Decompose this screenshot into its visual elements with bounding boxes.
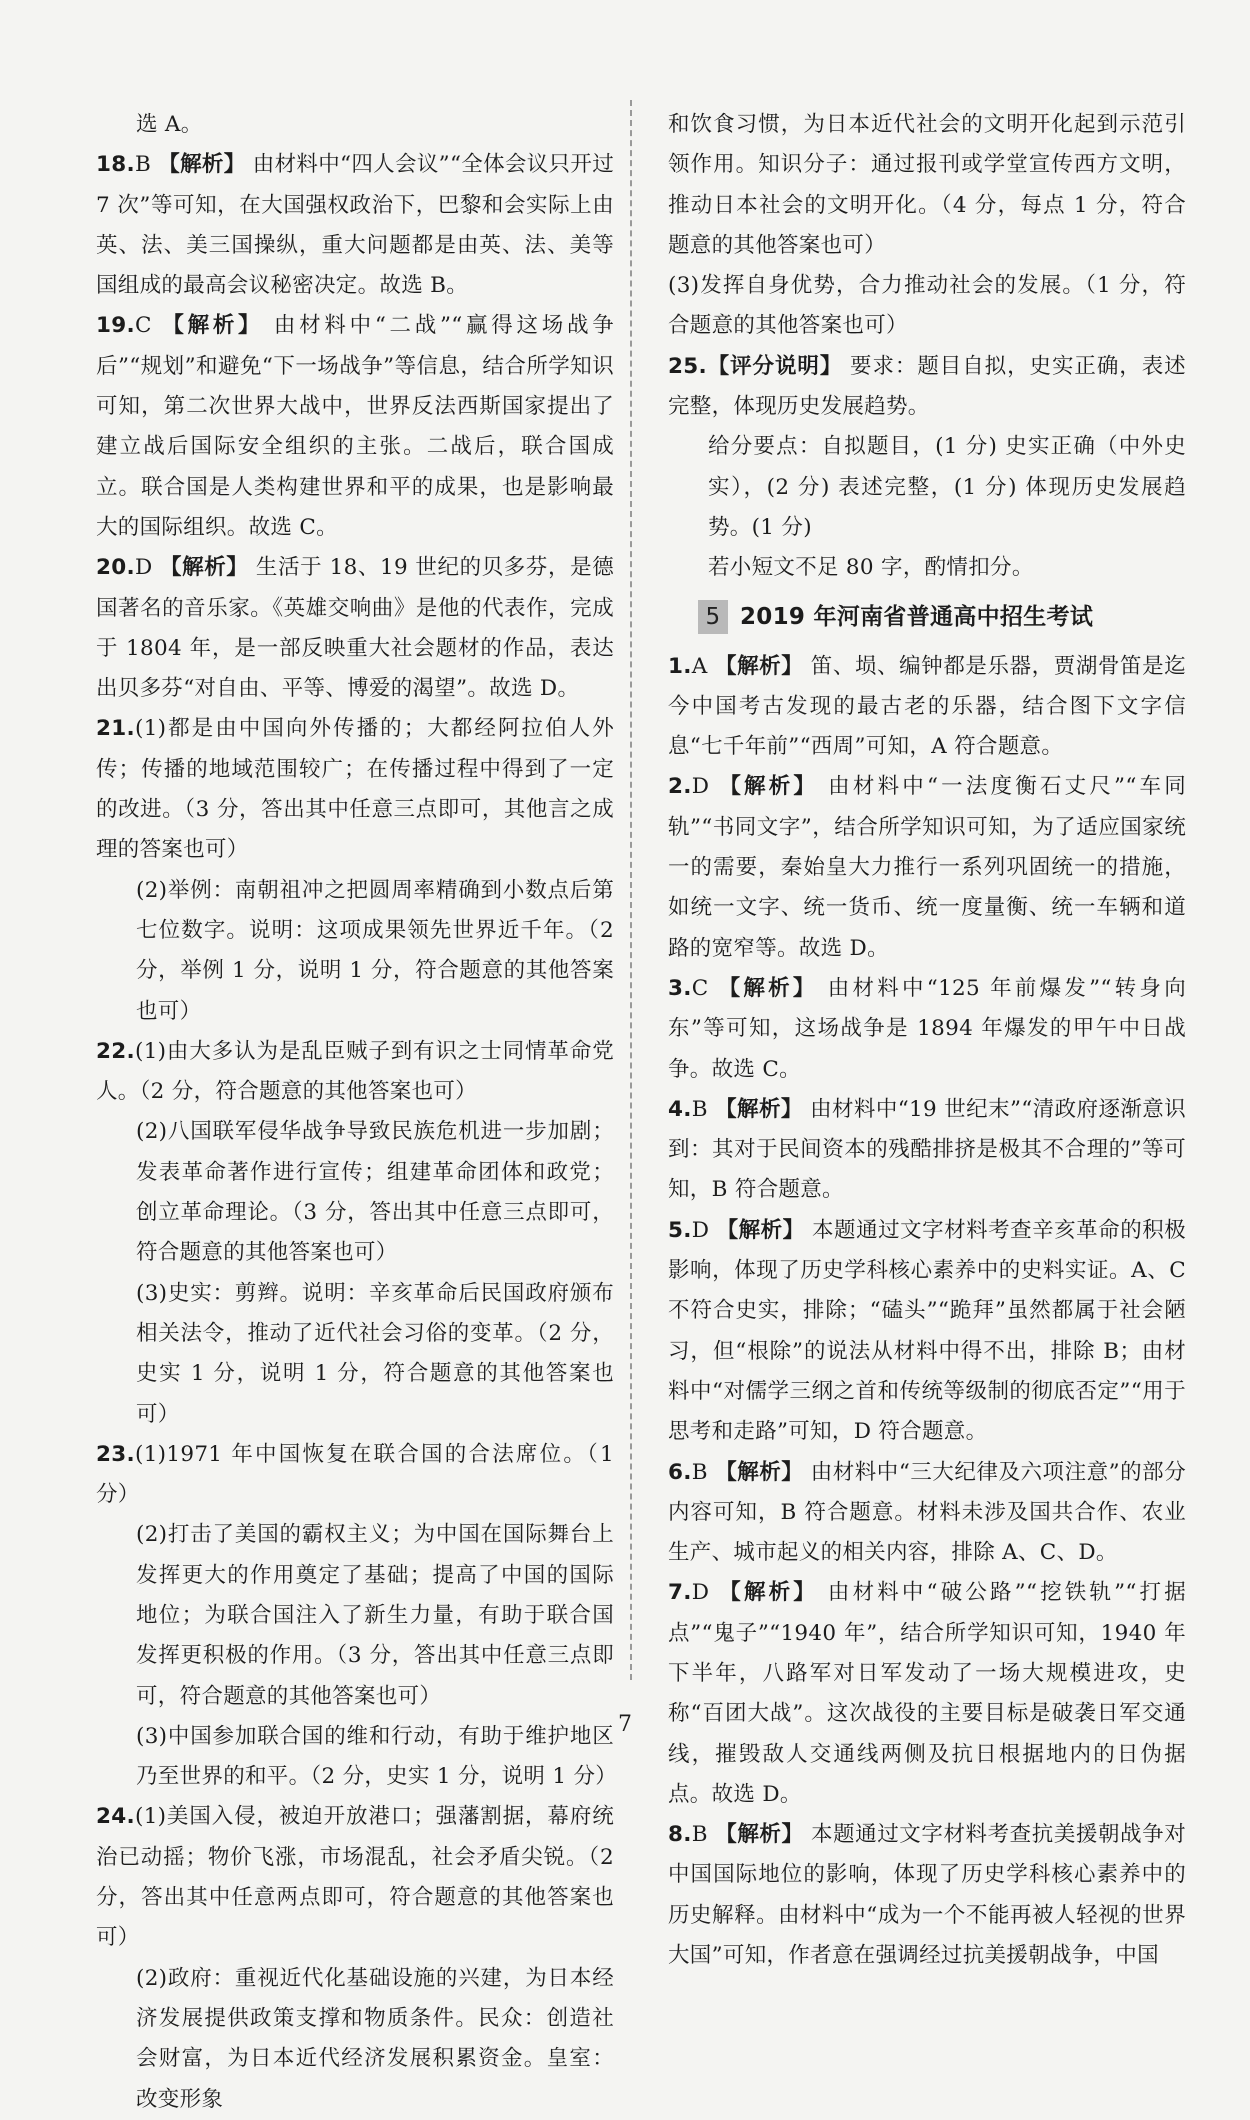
left-column — [96, 105, 618, 2120]
answer-item-22: 22.(1)由大多认为是乱臣贼子到有识之士同情革命党人。（2 分，符合题意的其他答案也可） — [96, 1038, 614, 1105]
answer-item-23: 23.(1)1971 年中国恢复在联合国的合法席位。（1 分） — [96, 1441, 614, 1508]
answer-item-5: 5.D 【解析】 本题通过文字材料考查辛亥革命的积极影响，体现了历史学科核心素养中的史料实证。A、C 不符合史实，排除；“磕头”“跪拜”虽然都属于社会陋习，但“根除”的说法从材料中得不出，排除 B；由材料中“对儒学三纲之首和传统等级制的彻底否定”“用于思考和走路”可知，D 符合题意。 — [668, 1217, 1187, 1445]
answer-item-20: 20.D 【解析】 生活于 18、19 世纪的贝多芬，是德国著名的音乐家。《英雄交响曲》是他的代表作，完成于 1804 年，是一部反映重大社会题材的作品，表达出贝多芬“对自由、平等、博爱的渴望”。故选 D。 — [96, 555, 615, 702]
answer-item-4: 4.B 【解析】 由材料中“19 世纪末”“清政府逐渐意识到：其对于民间资本的残酷排挤是极其不合理的”等可知，B 符合题意。 — [668, 1096, 1187, 1203]
answer-item-19: 19.C 【解析】 由材料中“二战”“赢得这场战争后”“规划”和避免“下一场战争”等信息，结合所学知识可知，第二次世界大战中，世界反法西斯国家提出了建立战后国际安全组织的主张。二战后，联合国成立。联合国是人类构建世界和平的成果，也是影响最大的国际组织。故选 C。 — [96, 313, 615, 540]
answer-subitem: (3)发挥自身优势，合力推动社会的发展。（1 分，符合题意的其他答案也可） — [668, 273, 1186, 339]
page-number: 7 — [618, 1712, 632, 1737]
answer-item-8: 8.B 【解析】 本题通过文字材料考查抗美援朝战争对中国国际地位的影响，体现了历史学科核心素养中的历史解释。由材料中“成为一个不能再被人轻视的世界大国”可知，作者意在强调经过抗美援朝战争，中国 — [668, 1822, 1187, 1969]
answer-item-6: 6.B 【解析】 由材料中“三大纪律及六项注意”的部分内容可知，B 符合题意。材料未涉及国共合作、农业生产、城市起义的相关内容，排除 A、C、D。 — [668, 1459, 1187, 1566]
answer-subitem: (2)打击了美国的霸权主义；为中国在国际舞台上发挥更大的作用奠定了基础；提高了中国的国际地位；为联合国注入了新生力量，有助于联合国发挥更积极的作用。（3 分，答出其中任意三点即可，符合题意的其他答案也可） — [136, 1522, 614, 1709]
answer-subitem: 给分要点：自拟题目，(1 分) 史实正确（中外史实），(2 分) 表述完整，(1 分) 体现历史发展趋势。(1 分) — [708, 434, 1186, 540]
section-heading — [698, 595, 1186, 639]
answer-item-1: 1.A 【解析】 笛、埙、编钟都是乐器，贾湖骨笛是迄今中国考古发现的最古老的乐器，结合图下文字信息“七千年前”“西周”可知，A 符合题意。 — [668, 653, 1187, 760]
answer-subitem: 若小短文不足 80 字，酌情扣分。 — [708, 555, 1034, 581]
section-number-badge: 5 — [698, 600, 728, 634]
right-column — [668, 105, 1186, 1976]
answer-item-25: 25.【评分说明】 要求：题目自拟，史实正确，表述完整，体现历史发展趋势。 — [668, 353, 1186, 420]
answer-item-7: 7.D 【解析】 由材料中“破公路”“挖铁轨”“打据点”“鬼子”“1940 年”，结合所学知识可知，1940 年下半年，八路军对日军发动了一场大规模进攻，史称“百团大战”。这次战役的主要目标是破袭日军交通线，摧毁敌人交通线两侧及抗日根据地内的日伪据点。故选 D。 — [668, 1580, 1187, 1807]
answer-item-2: 2.D 【解析】 由材料中“一法度衡石丈尺”“车同轨”“书同文字”，结合所学知识可知，为了适应国家统一的需要，秦始皇大力推行一系列巩固统一的措施，如统一文字、统一货币、统一度量衡、统一车辆和道路的宽窄等。故选 D。 — [668, 774, 1187, 961]
answer-item-3: 3.C 【解析】 由材料中“125 年前爆发”“转身向东”等可知，这场战争是 1894 年爆发的甲午中日战争。故选 C。 — [668, 975, 1186, 1082]
section-title: 2019 年河南省普通高中招生考试 — [740, 603, 1094, 630]
answer-subitem: (2)政府：重视近代化基础设施的兴建，为日本经济发展提供政策支撑和物质条件。民众：创造社会财富，为日本近代经济发展积累资金。皇室：改变形象 — [136, 1965, 614, 2112]
answer-subitem: (3)史实：剪辫。说明：辛亥革命后民国政府颁布相关法令，推动了近代社会习俗的变革。（2 分，史实 1 分，说明 1 分，符合题意的其他答案也可） — [136, 1280, 614, 1427]
answer-item: 选 A。 — [136, 112, 203, 137]
answer-item-18: 18.B 【解析】 由材料中“四人会议”“全体会议只开过7 次”等可知，在大国强权政治下，巴黎和会实际上由英、法、美三国操纵，重大问题都是由英、法、美等国组成的最高会议秘密决定。故选 B。 — [96, 152, 615, 299]
answer-item-21: 21.(1)都是由中国向外传播的；大都经阿拉伯人外传；传播的地域范围较广；在传播过程中得到了一定的改进。（3 分，答出其中任意三点即可，其他言之成理的答案也可） — [96, 716, 614, 863]
column-divider — [630, 100, 632, 1680]
answer-subitem: (2)举例：南朝祖冲之把圆周率精确到小数点后第七位数字。说明：这项成果领先世界近千年。（2 分，举例 1 分，说明 1 分，符合题意的其他答案也可） — [136, 877, 614, 1024]
answer-item-24: 24.(1)美国入侵，被迫开放港口；强藩割据，幕府统治已动摇；物价飞涨，市场混乱，社会矛盾尖锐。（2 分，答出其中任意两点即可，符合题意的其他答案也可） — [96, 1804, 614, 1951]
answer-subitem: (3)中国参加联合国的维和行动，有助于维护地区乃至世界的和平。（2 分，史实 1 分，说明 1 分） — [136, 1723, 618, 1790]
answer-continuation: 和饮食习惯，为日本近代社会的文明开化起到示范引领作用。知识分子：通过报刊或学堂宣传西方文明，推动日本社会的文明开化。（4 分，每点 1 分，符合题意的其他答案也可） — [668, 112, 1186, 258]
answer-subitem: (2)八国联军侵华战争导致民族危机进一步加剧；发表革命著作进行宣传；组建革命团体和政党；创立革命理论。（3 分，答出其中任意三点即可，符合题意的其他答案也可） — [136, 1119, 614, 1266]
